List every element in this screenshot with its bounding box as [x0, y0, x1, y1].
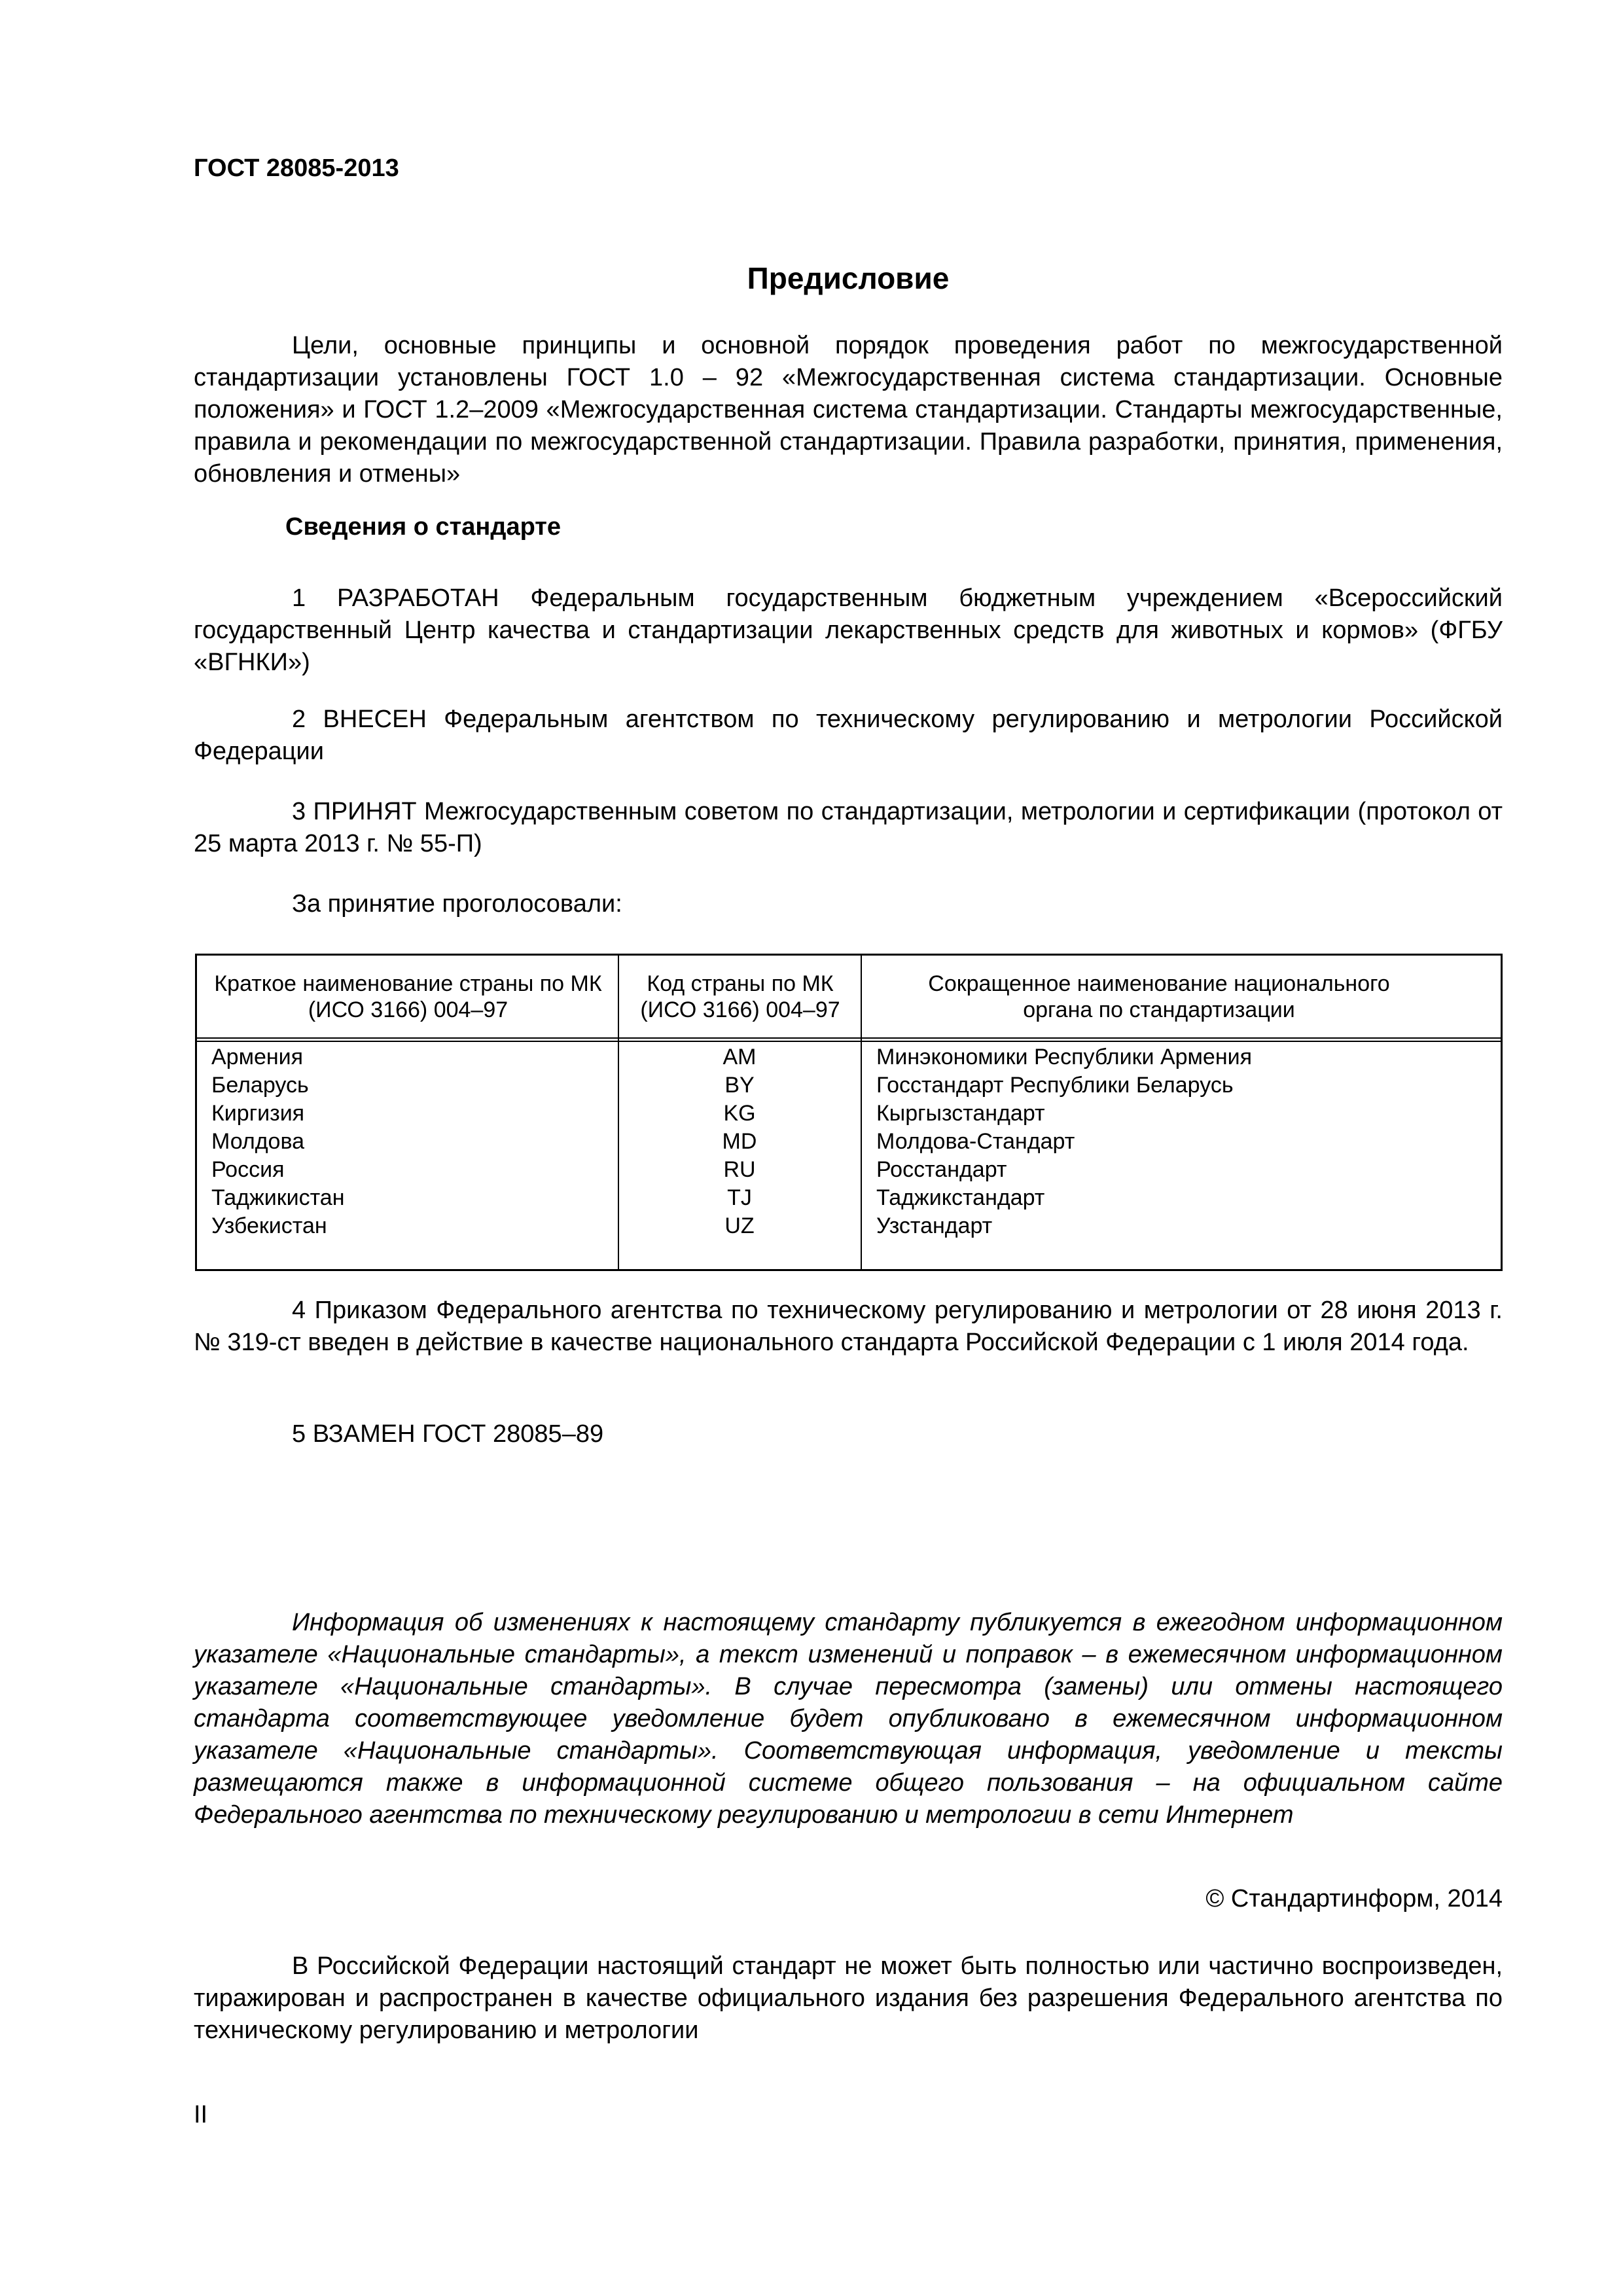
table-cell-country: Узбекистан: [211, 1213, 327, 1238]
table-cell-body: Госстандарт Республики Беларусь: [876, 1073, 1234, 1098]
standard-info-heading: Сведения о стандарте: [285, 513, 562, 541]
table-cell-body: Минэкономики Республики Армения: [876, 1045, 1252, 1069]
column-divider: [618, 956, 619, 1269]
item-adopted: 3 ПРИНЯТ Межгосударственным советом по стандартизации, метрологии и сертификации (протокол от 25 марта 2013 г. № 55-П): [194, 798, 1503, 857]
table-cell-code: AM: [722, 1045, 757, 1069]
table-cell-body: Росстандарт: [876, 1157, 1007, 1182]
table-cell-body: Узстандарт: [876, 1213, 993, 1238]
table-cell-country: Киргизия: [211, 1101, 305, 1126]
header-country-name: Краткое наименование страны по МК (ИСО 3166) 004–97: [214, 971, 602, 1022]
table-cell-body: Кыргызстандарт: [876, 1101, 1045, 1126]
table-cell-code: KG: [723, 1101, 756, 1126]
table-cell-country: Россия: [211, 1157, 285, 1182]
column-country-names: [211, 1043, 604, 1240]
table-cell-code: MD: [722, 1129, 757, 1154]
item-introduced: 2 ВНЕСЕН Федеральным агентством по техническому регулированию и метрологии Российской Федерации: [194, 706, 1503, 765]
table-cell-country: Молдова: [211, 1129, 305, 1154]
table-cell-code: BY: [724, 1073, 755, 1098]
page-number: II: [194, 2101, 208, 2128]
table-cell-body: Молдова-Стандарт: [876, 1129, 1075, 1154]
item-enacted: 4 Приказом Федерального агентства по техническому регулированию и метрологии от 28 июня 2013 г. № 319-ст введен в действие в качестве национального стандарта Российской Федерации с 1 июля 2014 года.: [194, 1297, 1503, 1356]
intro-paragraph: Цели, основные принципы и основной порядок проведения работ по межгосударственной стандартизации установлены ГОСТ 1.0 – 92 «Межгосударственная система стандартизации. Основные положения» и ГОСТ 1.2–2009 «Межгосударственная система стандартизации. Стандарты межгосударственные, правила и рекомендации по межгосударственной стандартизации. Правила разработки, принятия, применения, обновления и отмены»: [194, 332, 1503, 488]
table-cell-code: TJ: [727, 1185, 752, 1210]
table-cell-body: Таджикстандарт: [876, 1185, 1045, 1210]
table-cell-country: Таджикистан: [211, 1185, 345, 1210]
voted-label: За принятие проголосовали:: [292, 890, 622, 918]
table-cell-country: Беларусь: [211, 1073, 309, 1098]
changes-notice: Информация об изменениях к настоящему стандарту публикуется в ежегодном информационном указателе «Национальные стандарты», а текст изменений и поправок – в ежемесячном информационном указателе «Национальные стандарты». В случае пересмотра (замены) или отмены настоящего стандарта соответствующее уведомление будет опубликовано в ежемесячном информационном указателе «Национальные стандарты». Соответствующая информация, уведомление и тексты размещаются также в информационной системе общего пользования – на официальном сайте Федерального агентства по техническому регулированию и метрологии в сети Интернет: [194, 1609, 1503, 1829]
table-cell-code: RU: [723, 1157, 756, 1182]
column-divider: [861, 956, 862, 1269]
column-country-codes: [620, 1043, 859, 1240]
reproduction-restriction: В Российской Федерации настоящий стандарт не может быть полностью или частично воспроизведен, тиражирован и распространен в качестве официального издания без разрешения Федерального агентства по техническому регулированию и метрологии: [194, 1952, 1503, 2044]
item-replaces: 5 ВЗАМЕН ГОСТ 28085–89: [292, 1420, 604, 1448]
standard-code-header: ГОСТ 28085-2013: [194, 154, 399, 182]
table-cell-country: Армения: [211, 1045, 304, 1069]
table-cell-code: UZ: [724, 1213, 755, 1238]
voting-table: [195, 954, 1503, 1271]
header-country-code: Код страны по МК (ИСО 3166) 004–97: [640, 971, 840, 1022]
column-standards-bodies: [876, 1043, 1485, 1240]
item-developed: 1 РАЗРАБОТАН Федеральным государственным бюджетным учреждением «Всероссийский государственный Центр качества и стандартизации лекарственных средств для животных и кормов» (ФГБУ «ВГНКИ»): [194, 584, 1503, 676]
copyright-line: © Стандартинформ, 2014: [1205, 1885, 1503, 1912]
header-standards-body: Сокращенное наименование национального органа по стандартизации: [928, 971, 1390, 1022]
page-title: Предисловие: [747, 261, 950, 295]
